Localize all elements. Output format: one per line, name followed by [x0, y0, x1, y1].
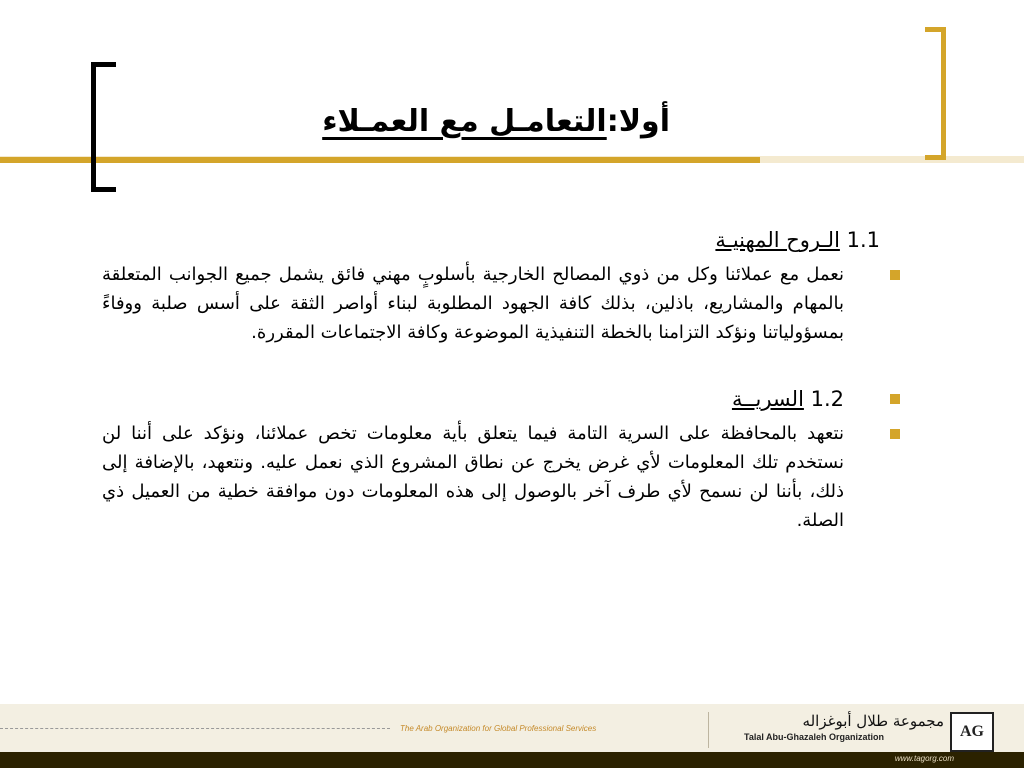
section-paragraph: نعمل مع عملائنا وكل من ذوي المصالح الخارجية بأسلوبٍ مهني فائق يشمل جميع الجوانب المتعلقة بالمهام والمشاريع، باذلين، بذلك كافة الجهود المطلوبة لبناء أواصر الثقة على أسس صلبة ووفاءً بمسؤولياتنا ونؤكد التزامنا بالخطة التنفيذية الموضوعة وكافة الاجتماعات المقررة. [102, 264, 844, 343]
footer-url[interactable]: www.tagorg.com [894, 754, 954, 763]
bullet-paragraph [100, 260, 900, 347]
org-logo-icon: AG [950, 712, 994, 752]
gold-divider-line [0, 153, 1024, 165]
right-bracket-decoration [925, 27, 946, 160]
footer-dashed-line [0, 728, 390, 729]
slide-title [250, 100, 670, 144]
org-english-name: Talal Abu-Ghazaleh Organization [744, 732, 885, 742]
footer-banner [0, 704, 1024, 768]
section-paragraph: نتعهد بالمحافظة على السرية التامة فيما يتعلق بأية معلومات تخص عملائنا، ونؤكد على أننا لن نستخدم تلك المعلومات لأي غرض يخرج عن نطاق المشروع الذي نعمل عليه. ونتعهد، بالإضافة إلى ذلك، بأننا لن نسمح لأي طرف آخر بالوصول إلى هذه المعلومات دون موافقة خطية من العميل ذي الصلة. [102, 423, 844, 531]
bullet-square-icon [890, 270, 900, 280]
section-title: السريــة [731, 387, 804, 411]
footer-separator [708, 712, 709, 748]
section-title: الـروح المهنيـة [715, 228, 840, 252]
org-arabic-name: مجموعة طلال أبوغزاله [802, 712, 944, 730]
section-heading-text [715, 228, 900, 252]
bullet-square-icon [890, 429, 900, 439]
bullet-paragraph [100, 419, 900, 535]
section-number: 1.1 [846, 228, 880, 252]
section-heading [100, 381, 900, 417]
left-bracket-decoration [91, 62, 116, 192]
footer-dark-bar [0, 752, 1024, 768]
bullet-square-icon [890, 394, 900, 404]
slide-content [100, 222, 900, 535]
section-heading-text [732, 387, 844, 411]
title-main: التعامـل مع العمـلاء [322, 104, 607, 139]
title-prefix: أولا: [606, 104, 670, 139]
section-number: 1.2 [810, 387, 844, 411]
footer-tagline: The Arab Organization for Global Professional Services [400, 724, 597, 733]
section-heading [100, 222, 900, 258]
